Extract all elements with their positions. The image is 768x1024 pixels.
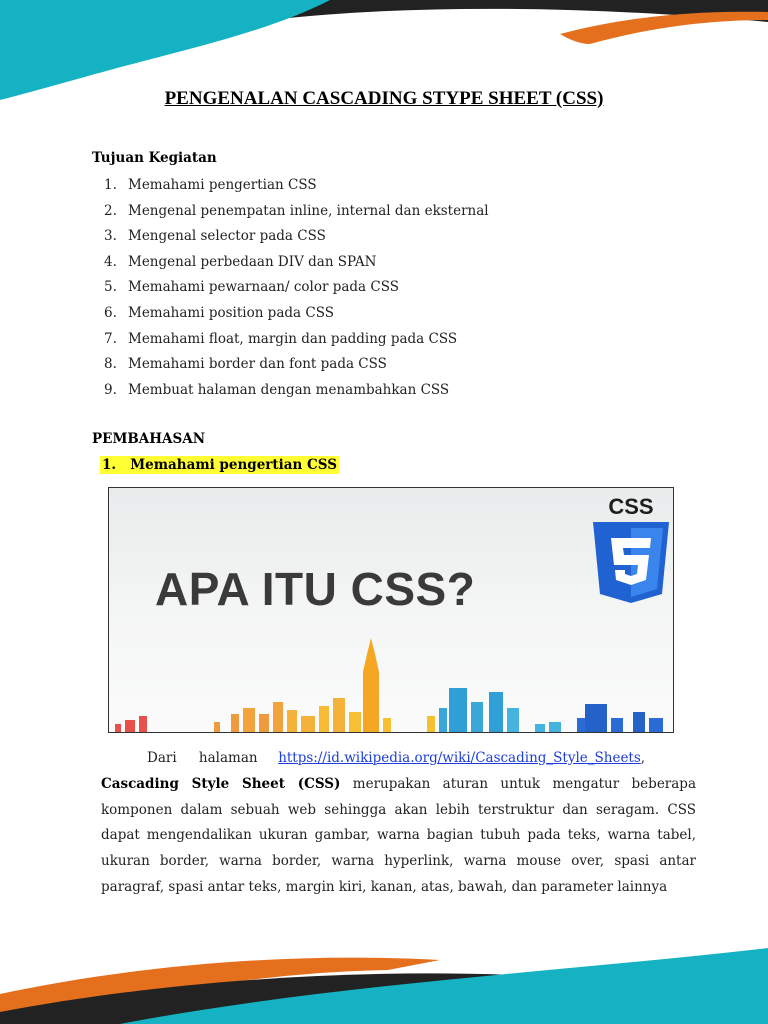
list-item [104, 174, 489, 200]
list-number: 2. [104, 202, 117, 219]
list-item [104, 276, 489, 302]
list-number: 8. [104, 356, 117, 373]
list-text: Memahami float, margin dan padding pada CSS [128, 330, 458, 347]
list-text: Mengenal perbedaan DIV dan SPAN [128, 253, 377, 270]
list-text: Memahami pengertian CSS [128, 177, 317, 193]
css-banner-image [108, 487, 674, 733]
list-number: 3. [104, 228, 117, 245]
list-number: 7. [104, 330, 117, 347]
list-text: Mengenal penempatan inline, internal dan eksternal [128, 202, 489, 219]
css3-shield-icon [589, 492, 673, 604]
list-item [104, 353, 489, 379]
list-item [104, 379, 489, 405]
logo-label: CSS [608, 494, 654, 519]
list-item [104, 302, 489, 328]
discussion-heading: PEMBAHASAN [92, 431, 206, 447]
list-item [104, 251, 489, 277]
paragraph-body: merupakan aturan untuk mengatur beberapa komponen dalam sebuah web sehingga akan lebih terstruktur dan seragam. CSS dapat mengendalikan ukuran gambar, warna bagian tubuh pada teks, warna tabel, ukuran border, warna border, warna hyperlink, warna mouse over, spasi antar paragraf, spasi antar teks, margin kiri, kanan, atas, bawah, dan parameter lainnya [101, 775, 696, 895]
footer-decoration [0, 934, 768, 1024]
list-number: 9. [104, 381, 117, 398]
list-text: Memahami position pada CSS [128, 304, 334, 321]
list-item [104, 200, 489, 226]
objectives-list [104, 174, 489, 404]
list-text: Memahami border dan font pada CSS [128, 356, 387, 373]
list-text: Membuat halaman dengan menambahkan CSS [128, 381, 450, 398]
list-number: 4. [104, 253, 117, 270]
objectives-heading: Tujuan Kegiatan [92, 150, 217, 166]
css-term: Cascading Style Sheet (CSS) [101, 775, 341, 792]
document-title: PENGENALAN CASCADING STYPE SHEET (CSS) [164, 88, 604, 109]
paragraph-intro: Dari halaman [147, 750, 258, 766]
list-item [104, 328, 489, 354]
city-skyline-illustration [109, 632, 674, 732]
banner-headline: APA ITU CSS? [155, 563, 476, 615]
subsection-heading: 1. Memahami pengertian CSS [102, 457, 337, 473]
list-number: 6. [104, 304, 117, 321]
list-number: 5. [104, 279, 117, 296]
list-item [104, 225, 489, 251]
wikipedia-link[interactable]: https://id.wikipedia.org/wiki/Cascading_Style_Sheets [278, 750, 641, 766]
list-text: Memahami pewarnaan/ color pada CSS [128, 279, 399, 296]
body-paragraph [101, 746, 696, 901]
link-comma: , [640, 750, 646, 766]
list-number: 1. [104, 177, 117, 193]
list-text: Mengenal selector pada CSS [128, 228, 326, 245]
